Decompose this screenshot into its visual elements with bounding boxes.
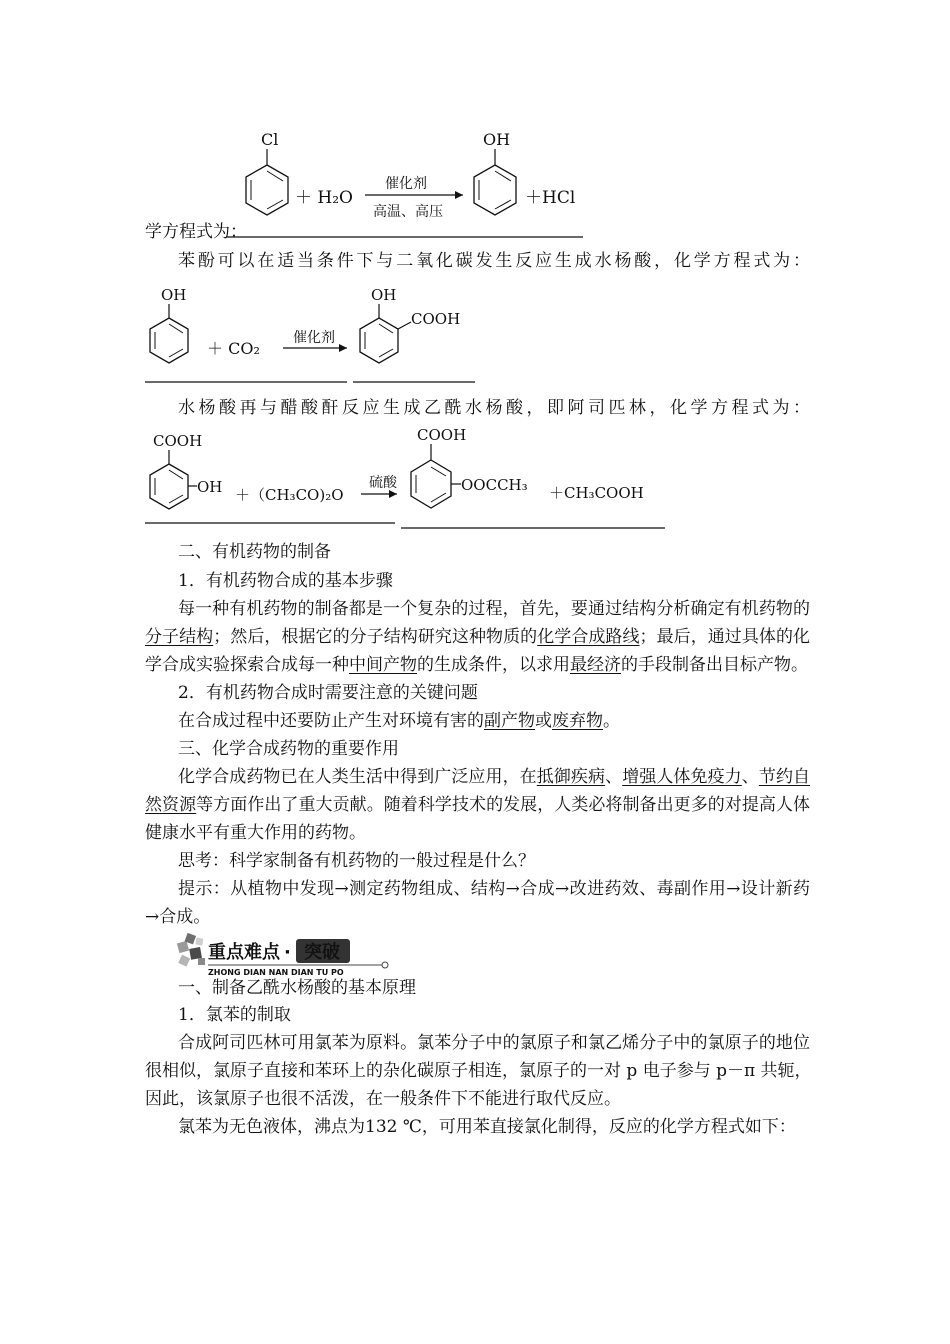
key-1-p2: 氯苯为无色液体，沸点为132 ℃，可用苯直接氯化制得，反应的化学方程式如下： [178,1117,796,1137]
section-2-1-title: 1．有机药物合成的基本步骤 [178,571,393,591]
svg-text:高温、高压: 高温、高压 [373,204,443,220]
svg-text:COOH: COOH [153,432,203,450]
key-points-banner [176,932,396,978]
svg-text:硫酸: 硫酸 [369,475,397,491]
reaction3-equation [145,424,675,534]
svg-text:＋CH₃COOH: ＋CH₃COOH [549,484,644,502]
key-1-1-title: 1．氯苯的制取 [178,1005,291,1025]
think-question: 思考：科学家制备有机药物的一般过程是什么？ [178,851,535,871]
hint-line2: →合成。 [145,907,211,927]
svg-text:OH: OH [371,286,397,304]
underline-molecular-structure: 分子结构 [145,627,214,647]
svg-text:OH: OH [197,478,223,496]
svg-text:＋ H₂O: ＋ H₂O [295,188,353,208]
hint-line1: 提示：从植物中发现→测定药物组成、结构→合成→改进药效、毒副作用→设计新药 [178,879,810,899]
key-1-p1-line1: 合成阿司匹林可用氯苯为原料。氯苯分子中的氯原子和氯乙烯分子中的氯原子的地位 [178,1033,810,1053]
chlorobenzene-structure [246,130,288,215]
svg-text:催化剂: 催化剂 [385,176,427,192]
svg-text:Cl: Cl [261,130,279,149]
svg-text:＋（CH₃CO)₂O: ＋（CH₃CO)₂O [235,486,344,504]
section-3-line1: 化学合成药物已在人类生活中得到广泛应用，在抵御疾病、增强人体免疫力、节约自 [178,767,811,787]
underline-save-resources: 节约自 [758,767,811,787]
banner-title: 重点难点 [208,942,280,963]
underline-most-economical: 最经济 [570,655,621,675]
phenol-structure [474,130,516,215]
section-2-1-line1: 每一种有机药物的制备都是一个复杂的过程，首先，要通过结构分析确定有机药物的 [178,599,810,619]
cubes-logo-icon [176,932,396,978]
paragraph-phenol-co2: 苯酚可以在适当条件下与二氧化碳发生反应生成水杨酸，化学方程式为： [178,251,810,271]
banner-badge: 突破 [304,942,340,963]
svg-text:OH: OH [161,286,187,304]
section-3-line2: 然资源等方面作出了重大贡献。随着科学技术的发展，人类必将制备出更多的对提高人体 [145,795,811,815]
underline-byproduct: 副产物 [484,711,535,731]
key-1-p1-line2: 很相似，氯原子直接和苯环上的杂化碳原子相连，氯原子的一对 p 电子参与 p－π 共轭， [145,1061,812,1081]
aspirin-structure [411,426,528,508]
underline-resist-disease: 抵御疾病 [536,767,606,787]
svg-text:＋HCl: ＋HCl [525,188,576,208]
svg-text:·: · [284,942,291,963]
salicylic-acid-structure [150,432,222,509]
paragraph-aspirin: 水杨酸再与醋酸酐反应生成乙酰水杨酸，即阿司匹林，化学方程式为： [178,398,810,418]
phenol-structure [150,286,188,363]
section-2-title: 二、有机药物的制备 [178,542,331,562]
underline-synthesis-route: 化学合成路线 [537,627,640,647]
underline-intermediate: 中间产物 [349,655,417,675]
underline-waste: 废弃物 [552,711,603,731]
svg-text:OOCCH₃: OOCCH₃ [461,476,528,494]
section-2-1-line2: 分子结构；然后，根据它的分子结构研究这种物质的化学合成路线；最后，通过具体的化 [145,627,811,647]
svg-text:催化剂: 催化剂 [293,330,335,346]
svg-text:OH: OH [483,130,511,149]
section-2-1-line3: 学合成实验探索合成每一种中间产物的生成条件，以求用最经济的手段制备出目标产物。 [145,655,808,675]
svg-text:＋ CO₂: ＋ CO₂ [207,339,260,358]
section-3-line3: 健康水平有重大作用的药物。 [145,823,366,843]
reaction1-prefix: 学方程式为： [145,222,247,242]
section-2-2-paragraph: 在合成过程中还要防止产生对环境有害的副产物或废弃物。 [178,711,620,731]
section-3-title: 三、化学合成药物的重要作用 [178,739,399,759]
banner-pinyin: ZHONG DIAN NAN DIAN TU PO [208,968,344,977]
key-1-title: 一、制备乙酰水杨酸的基本原理 [178,978,416,998]
salicylic-acid-structure [360,286,460,363]
section-2-2-title: 2．有机药物合成时需要注意的关键问题 [178,683,478,703]
reaction2-equation [145,278,485,386]
reaction1-equation [225,125,595,240]
svg-text:COOH: COOH [417,426,467,444]
underline-boost-immunity: 增强人体免疫力 [622,767,742,787]
svg-text:COOH: COOH [411,310,461,328]
key-1-p1-line3: 因此，该氯原子也很不活泼，在一般条件下不能进行取代反应。 [145,1089,621,1109]
